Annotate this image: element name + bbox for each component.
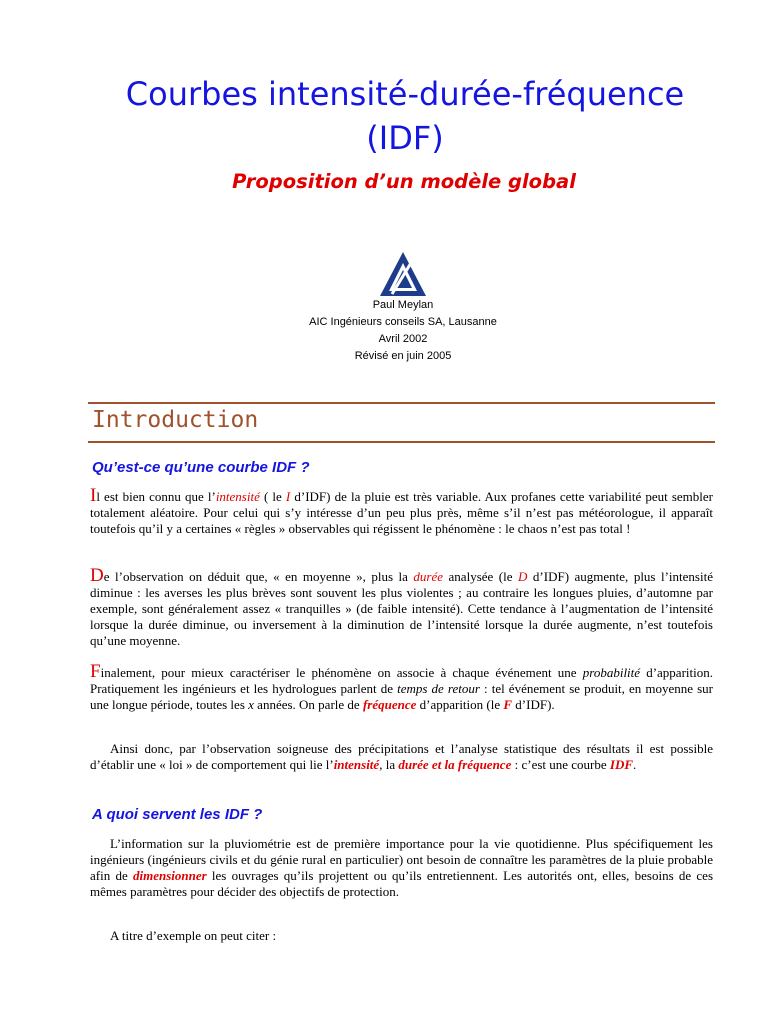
section-rule-top [88,402,715,404]
aic-triangle-logo-icon [378,250,428,298]
paragraph-6: A titre d’exemple on peut citer : [110,928,277,943]
revision-date: Révisé en juin 2005 [354,350,452,362]
subsection-heading-1: Qu’est-ce qu’une courbe IDF ? [92,459,310,476]
paragraph-1: Il est bien connu que l’intensité ( le I d’IDF) de la pluie est très variable. Aux profanes cette variabilité peut sembler totalement aléatoire. Pour celui qui s’y intéresse d’un peu plus près, même s’il n’est pas météorologue, il apparaît toutefois qu’il y a certaines « règles » observables qui régissent le phénomène : le chaos n’est pas total ! [90,485,713,536]
drop-cap: D [90,565,104,586]
author-name: Paul Meylan [372,299,434,311]
section-rule-bottom [88,441,715,443]
paragraph-5: L’information sur la pluviométrie est de première importance pour la vie quotidienne. Plus spécifiquement les ingénieurs (ingénieurs civils et du génie rural en particulier) ont besoin de connaître les paramètres de la pluie probable afin de dimensionner les ouvrages qu’ils projettent ou qu’ils entretiennent. Les autorités ont, elles, besoins de ces mêmes paramètres pour décider des objectifs de protection. [90,836,713,899]
document-subtitle: Proposition d’un modèle global [232,170,576,193]
title-line-1: Courbes intensité-durée-fréquence [125,75,685,113]
paragraph-2: De l’observation on déduit que, « en moyenne », plus la durée analysée (le D d’IDF) augmente, plus l’intensité diminue : les averses les plus brèves sont souvent les plus violentes ; au contraire les longues pluies, d’automne par exemple, sont généralement assez « tranquilles » (de faible intensité). Cette tendance à l’augmentation de l’intensité lorsque la durée diminue, ou inversement à la diminution de l’intensité lorsque la durée augmente, n’est toutefois qu’une moyenne. [90,565,713,648]
publication-date: Avril 2002 [378,333,428,345]
section-heading: Introduction [92,407,259,433]
drop-cap: I [90,485,97,506]
subsection-heading-2: A quoi servent les IDF ? [92,806,263,823]
paragraph-3: Finalement, pour mieux caractériser le phénomène on associe à chaque événement une probabilité d’apparition. Pratiquement les ingénieurs et les hydrologues parlent de temps de retour : tel événement se produit, en moyenne sur une longue période, toutes les x années. On parle de fréquence d’apparition (le F d’IDF). [90,661,714,712]
document-title [60,72,750,160]
drop-cap: F [90,661,101,682]
paragraph-4: Ainsi donc, par l’observation soigneuse des précipitations et l’analyse statistique des résultats il est possible d’établir une « loi » de comportement qui lie l’intensité, la durée et la fréquence : c’est une courbe IDF. [90,741,713,772]
title-line-2: (IDF) [366,119,444,157]
author-block [203,297,603,365]
company-name: AIC Ingénieurs conseils SA, Lausanne [309,316,497,328]
